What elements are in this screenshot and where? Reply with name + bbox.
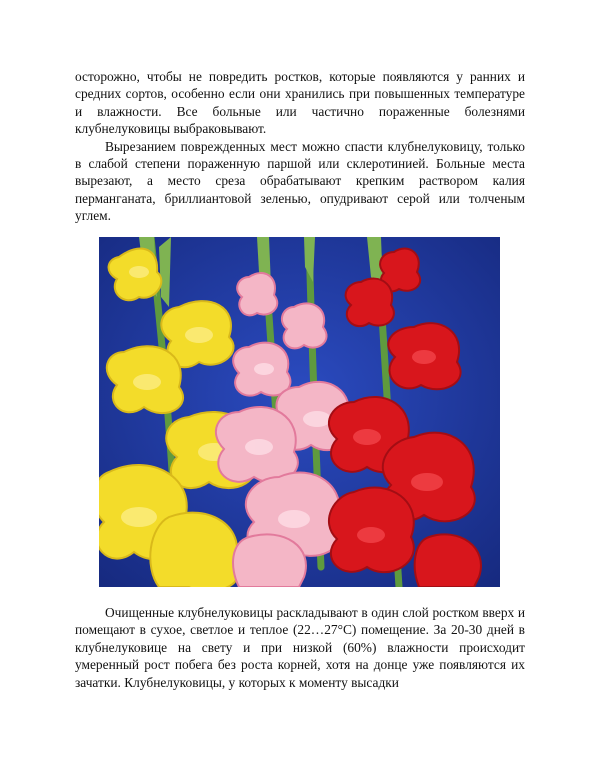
text-block-bottom [75,604,525,691]
paragraph: осторожно, чтобы не повредить ростков, которые появляются у ранних и средних сортов, особенно если они хранились при повышенных температуре и влажности. Все больные или частично пораженные болезнями клубнелуковицы выбраковывают. [75,69,525,137]
paragraph: Очищенные клубнелуковицы раскладывают в один слой ростком вверх и помещают в сухое, светлое и теплое (22…27°С) помещение. За 20-30 дней в клубнелуковице на свету и при низкой (60%) влажности происходит умеренный рост побега без роста корней, хотя на донце уже появляются их зачатки. Клубнелуковицы, у которых к моменту высадки [75,605,525,690]
paragraph: Вырезанием поврежденных мест можно спасти клубнелуковицу, только в слабой степени пораженную паршой или склеротинией. Больные места вырезают, а место среза обрабатывают крепким раствором калия перманганата, бриллиантовой зеленью, опудривают серой или толченым углем. [75,138,525,224]
gladiolus-photo [99,237,500,587]
text-block-top [75,68,525,225]
